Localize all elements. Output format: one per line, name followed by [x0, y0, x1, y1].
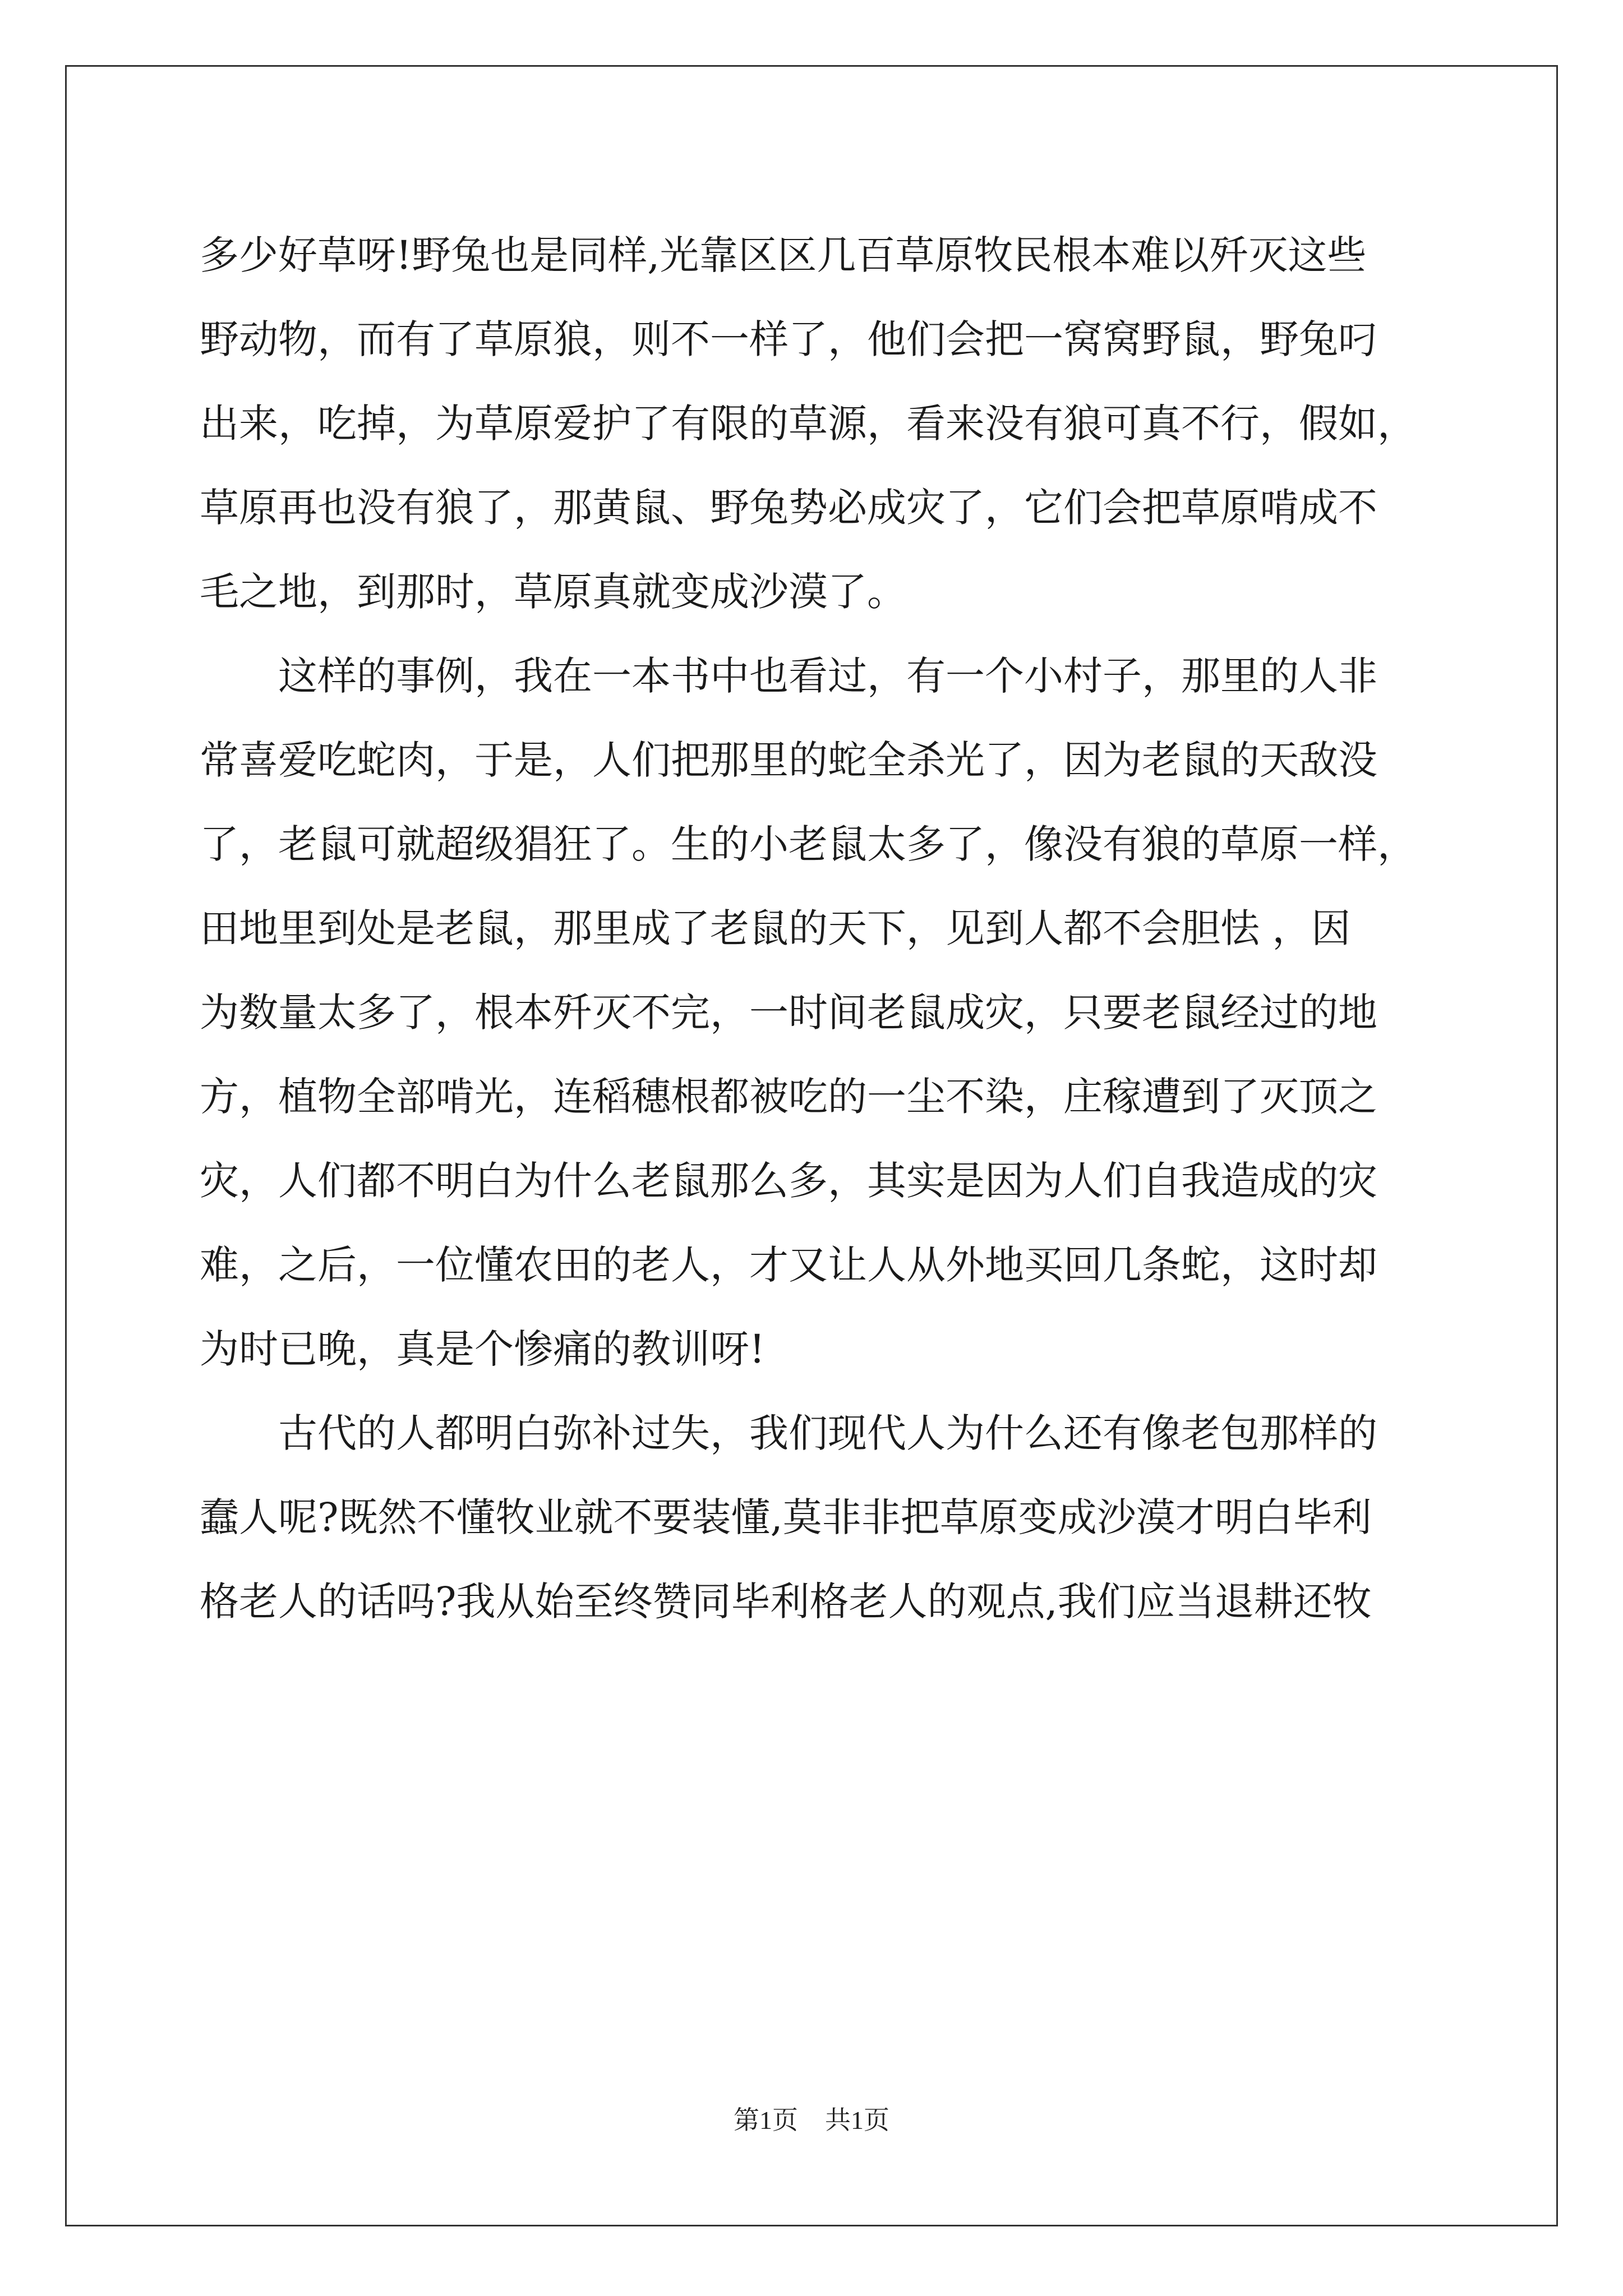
text-line: 毛之地，到那时，草原真就变成沙漠了。 [200, 569, 906, 615]
text-line: 为数量太多了，根本歼灭不完，一时间老鼠成灾，只要老鼠经过的地 [200, 990, 1377, 1036]
text-line: 灾，人们都不明白为什么老鼠那么多，其实是因为人们自我造成的灾 [200, 1158, 1377, 1204]
page-number: 第1页 [734, 2106, 798, 2134]
page-total: 共1页 [825, 2106, 889, 2134]
text-line: 常喜爱吃蛇肉，于是，人们把那里的蛇全杀光了，因为老鼠的天敌没 [200, 737, 1377, 783]
text-line: 草原再也没有狼了，那黄鼠、野兔势必成灾了，它们会把草原啃成不 [200, 485, 1377, 531]
paragraph-start-line: 这样的事例，我在一本书中也看过，有一个小村子，那里的人非 [278, 653, 1377, 699]
text-line: 田地里到处是老鼠，那里成了老鼠的天下，见到人都不会胆怯 ，因 [200, 905, 1351, 951]
text-line: 出来，吃掉，为草原爱护了有限的草源，看来没有狼可真不行，假如， [200, 401, 1417, 447]
text-line: 野动物，而有了草原狼，则不一样了，他们会把一窝窝野鼠，野兔叼 [200, 316, 1377, 362]
document-body [200, 213, 1433, 1644]
text-line: 难，之后，一位懂农田的老人，才又让人从外地买回几条蛇，这时却 [200, 1242, 1377, 1288]
text-line: 多少好草呀!野兔也是同样,光靠区区几百草原牧民根本难以歼灭这些 [200, 232, 1367, 278]
text-line: 格老人的话吗?我从始至终赞同毕利格老人的观点,我们应当退耕还牧 [200, 1579, 1372, 1625]
text-line: 蠢人呢?既然不懂牧业就不要装懂,莫非非把草原变成沙漠才明白毕利 [200, 1494, 1372, 1540]
text-line: 了，老鼠可就超级猖狂了。生的小老鼠太多了，像没有狼的草原一样， [200, 821, 1417, 867]
paragraph-start-line: 古代的人都明白弥补过失，我们现代人为什么还有像老包那样的 [278, 1410, 1377, 1456]
text-line: 方，植物全部啃光，连稻穗根都被吃的一尘不染，庄稼遭到了灭顶之 [200, 1074, 1377, 1120]
text-line: 为时已晚，真是个惨痛的教训呀! [200, 1326, 766, 1372]
page-footer [0, 2104, 1623, 2137]
